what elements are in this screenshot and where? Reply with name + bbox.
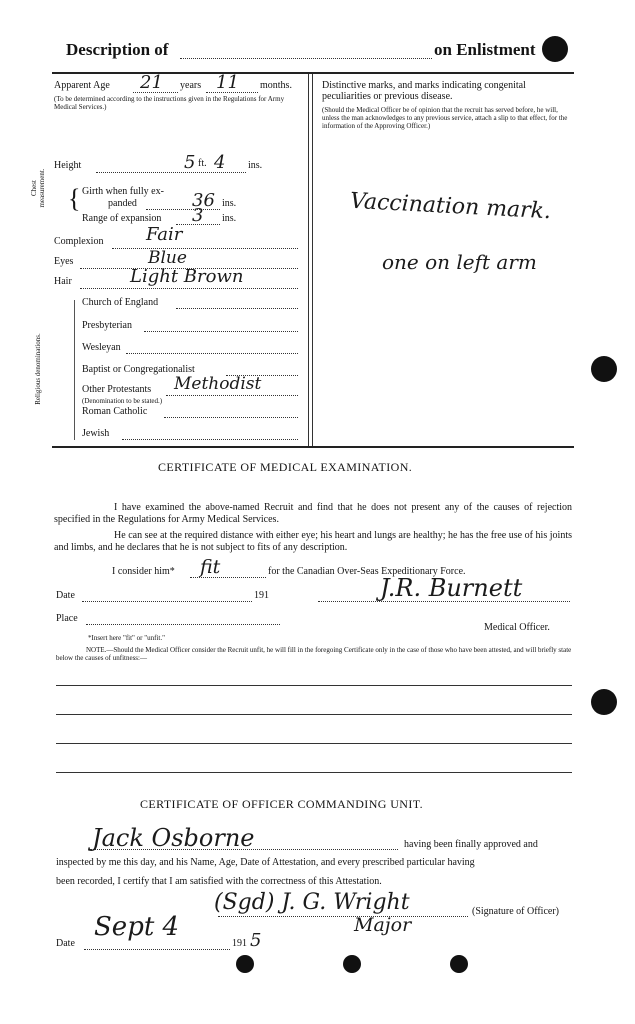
medical-para-2: He can see at the required distance with either eye; his heart and lungs are healthy; he has the free use of his joints and limbs, and he declares that he is not subject to fits of any description. <box>54 530 572 553</box>
box-divider <box>308 74 309 446</box>
medical-place-label: Place <box>56 613 78 624</box>
jewish-line <box>122 439 298 440</box>
medical-note: NOTE.—Should the Medical Officer consider the Recruit unfit, he will fill in the foregoing Certificate only in the case of those who have been attested, and will briefly state below the causes of unfitness:— <box>56 646 572 662</box>
age-months-value: 11 <box>216 72 239 93</box>
eyes-label: Eyes <box>54 256 74 267</box>
expansion-ins-label: ins. <box>222 213 237 224</box>
commanding-date-year-suffix: 5 <box>250 930 262 951</box>
punch-hole-bottom-left <box>236 955 254 973</box>
medical-footnote: *Insert here "fit" or "unfit." <box>88 634 165 642</box>
unfitness-line-4 <box>56 772 572 773</box>
chest-side-label: Chest measurement. <box>30 168 46 208</box>
unfitness-line-3 <box>56 743 572 744</box>
officer-rank: Major <box>354 914 412 936</box>
chest-brace: { <box>68 184 81 213</box>
marks-heading: Distinctive marks, and marks indicating congenital peculiarities or previous disease. <box>322 80 526 102</box>
height-ft-value: 5 <box>184 152 196 173</box>
marks-handwritten-1: Vaccination mark. <box>349 188 552 225</box>
medical-signature: J.R. Burnett <box>380 574 523 602</box>
commanding-text-1: having been finally approved and <box>404 839 538 850</box>
church-line <box>176 308 298 309</box>
punch-hole-bottom-middle <box>343 955 361 973</box>
religion-wesleyan: Wesleyan <box>82 342 121 353</box>
page-title-right: on Enlistment <box>434 40 536 59</box>
medical-date-year: 191 <box>254 590 269 601</box>
height-in-value: 4 <box>214 152 226 173</box>
other-protestants-line <box>166 395 298 396</box>
title-rule <box>180 58 432 59</box>
hair-label: Hair <box>54 276 72 287</box>
commanding-date-value: Sept 4 <box>94 912 180 942</box>
box-bottom-rule <box>52 446 574 448</box>
medical-officer-label: Medical Officer. <box>484 622 550 633</box>
denomination-note: (Denomination to be stated.) <box>82 397 163 405</box>
medical-date-line <box>82 601 252 602</box>
girth-label-1: Girth when fully ex- <box>82 186 164 197</box>
commanding-date-label: Date <box>56 938 75 949</box>
consider-for-label: for the Canadian Over-Seas Expeditionary Force. <box>268 566 466 577</box>
medical-place-line <box>86 624 280 625</box>
years-label: years <box>180 80 202 91</box>
hair-value: Light Brown <box>130 266 244 287</box>
religion-other-protestants: Other Protestants <box>82 384 152 395</box>
recruit-name-value: Jack Osborne <box>92 824 255 852</box>
religion-baptist: Baptist or Congregationalist <box>82 364 195 375</box>
marks-note: (Should the Medical Officer be of opinion that the recruit has served before, he will, unless the man acknowledges to any previous service, attach a slip to that effect, for the information of the Approving Officer.) <box>322 106 568 130</box>
medical-date-label: Date <box>56 590 75 601</box>
consider-value: fit <box>200 556 221 578</box>
commanding-text-3: been recorded, I certify that I am satisfied with the correctness of this Attestation. <box>56 876 382 887</box>
girth-label-2: panded <box>108 198 137 209</box>
eyes-value: Blue <box>148 248 187 268</box>
other-protestants-value: Methodist <box>174 374 262 394</box>
box-top-rule <box>52 72 574 74</box>
medical-certificate-title: CERTIFICATE OF MEDICAL EXAMINATION. <box>158 460 413 474</box>
consider-label: I consider him* <box>112 566 175 577</box>
complexion-line <box>112 248 298 249</box>
officer-signature: (Sgd) J. G. Wright <box>214 890 410 915</box>
page-title-left: Description of <box>66 40 169 59</box>
girth-value: 36 <box>192 190 215 211</box>
months-label: months. <box>260 80 292 91</box>
religion-roman-catholic: Roman Catholic <box>82 406 148 417</box>
unfitness-line-1 <box>56 685 572 686</box>
punch-hole-top-right <box>542 36 568 62</box>
presbyterian-line <box>144 331 298 332</box>
signature-of-officer-label: (Signature of Officer) <box>472 906 560 917</box>
girth-ins-label: ins. <box>222 198 237 209</box>
roman-catholic-line <box>164 417 298 418</box>
religion-bracket <box>74 300 75 440</box>
height-label: Height <box>54 160 82 171</box>
religion-side-label: Religious denominations. <box>34 333 42 405</box>
ft-label: ft. <box>198 158 207 169</box>
complexion-label: Complexion <box>54 236 104 247</box>
complexion-value: Fair <box>146 224 183 245</box>
punch-hole-lower-right <box>591 689 617 715</box>
expansion-value: 3 <box>192 205 204 226</box>
commanding-date-year: 191 <box>232 938 247 949</box>
officer-signature-line <box>218 916 468 917</box>
commanding-text-2: inspected by me this day, and his Name, Age, Date of Attestation, and every prescribed particular having <box>56 857 475 868</box>
box-divider-2 <box>312 74 313 446</box>
expansion-label: Range of expansion <box>82 213 162 224</box>
age-years-value: 21 <box>140 72 163 93</box>
unfitness-line-2 <box>56 714 572 715</box>
apparent-age-label: Apparent Age <box>54 80 110 91</box>
religion-jewish: Jewish <box>82 428 110 439</box>
commanding-date-line <box>84 949 230 950</box>
hair-line <box>80 288 298 289</box>
commanding-certificate-title: CERTIFICATE OF OFFICER COMMANDING UNIT. <box>140 797 424 811</box>
medical-para-1: I have examined the above-named Recruit and find that he does not present any of the causes of rejection specified in the Regulations for Army Medical Services. <box>54 502 572 525</box>
punch-hole-bottom-right <box>450 955 468 973</box>
religion-presbyterian: Presbyterian <box>82 320 132 331</box>
religion-church-of-england: Church of England <box>82 297 159 308</box>
height-ins-label: ins. <box>248 160 263 171</box>
wesleyan-line <box>126 353 298 354</box>
marks-handwritten-2: one on left arm <box>382 250 537 274</box>
age-note: (To be determined according to the instructions given in the Regulations for Army Medical Services.) <box>54 95 285 111</box>
punch-hole-middle-right <box>591 356 617 382</box>
